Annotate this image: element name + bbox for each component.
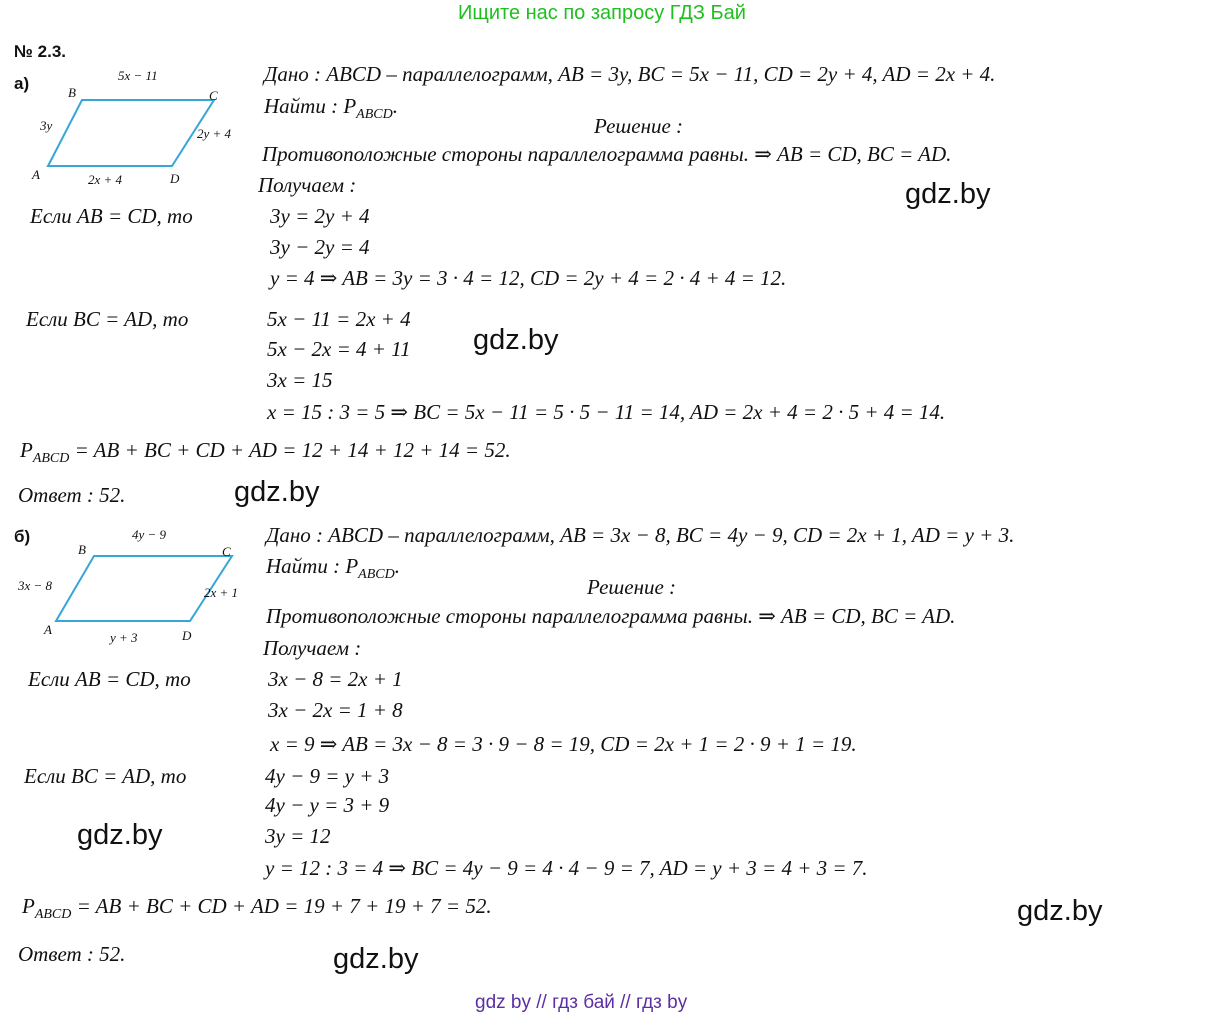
part-b-solution-title: Решение : [587, 575, 677, 599]
part-b-statement: Противоположные стороны параллелограмма равны. ⇒ AB = CD, BC = AD. [266, 604, 956, 628]
part-b-answer: Ответ : 52. [18, 942, 126, 966]
part-a-eq5: 5x − 2x = 4 + 11 [267, 337, 411, 361]
watermark: gdz.by [473, 324, 559, 356]
part-a-answer: Ответ : 52. [18, 483, 126, 507]
part-a-fig-top-label: 5x − 11 [118, 68, 158, 83]
problem-number: № 2.3. [14, 42, 67, 61]
part-b-label: б) [14, 527, 31, 546]
part-b-eq3: x = 9 ⇒ AB = 3x − 8 = 3 · 9 − 8 = 19, CD = 2x + 1 = 2 · 9 + 1 = 19. [270, 732, 857, 756]
part-b-vertex-a: A [44, 622, 52, 637]
part-a-vertex-d: D [170, 171, 180, 186]
part-b-eq2: 3x − 2x = 1 + 8 [268, 698, 403, 722]
part-b-eq7: y = 12 : 3 = 4 ⇒ BC = 4y − 9 = 4 · 4 − 9 = 7, AD = y + 3 = 4 + 3 = 7. [265, 856, 868, 880]
part-b-vertex-b: B [78, 542, 86, 557]
part-a-given: Дано : ABCD – параллелограмм, AB = 3y, BC = 5x − 11, CD = 2y + 4, AD = 2x + 4. [264, 62, 996, 86]
part-b-perimeter: $P_{ABCD}$ = AB + BC + CD + AD = 19 + 7 + 19 + 7 = 52. [22, 894, 492, 923]
part-b-eq1: 3x − 8 = 2x + 1 [268, 667, 403, 691]
part-a-eq6: 3x = 15 [267, 368, 333, 392]
part-a-fig-right-label: 2y + 4 [197, 126, 232, 141]
part-b-if2: Если BC = AD, то [24, 764, 187, 788]
part-b-fig-top-label: 4y − 9 [132, 527, 167, 542]
part-b-vertex-c: C [222, 544, 231, 559]
part-a-parallelogram-shape [48, 100, 214, 166]
watermark: gdz.by [234, 476, 320, 508]
part-b-vertex-d: D [182, 628, 192, 643]
part-b-eq4: 4y − 9 = y + 3 [265, 764, 390, 788]
part-b-find: Найти : $P_{ABCD}$. [266, 554, 400, 583]
part-a-obtain: Получаем : [258, 173, 357, 197]
part-b-fig-left-label: 3x − 8 [18, 578, 53, 593]
top-banner[interactable]: Ищите нас по запросу ГДЗ Бай [458, 2, 746, 24]
part-a-find: Найти : $P_{ABCD}$. [264, 94, 398, 123]
part-a-statement: Противоположные стороны параллелограмма равны. ⇒ AB = CD, BC = AD. [262, 142, 952, 166]
part-b-eq5: 4y − y = 3 + 9 [265, 793, 390, 817]
part-a-vertex-a: A [32, 167, 40, 182]
part-a-perimeter: $P_{ABCD}$ = AB + BC + CD + AD = 12 + 14 + 12 + 14 = 52. [20, 438, 511, 467]
watermark: gdz.by [333, 943, 419, 975]
part-b-fig-right-label: 2x + 1 [204, 585, 239, 600]
part-a-fig-left-label: 3y [40, 118, 53, 133]
part-a-eq3: y = 4 ⇒ AB = 3y = 3 · 4 = 12, CD = 2y + 4 = 2 · 4 + 4 = 12. [270, 266, 787, 290]
part-a-label: а) [14, 74, 30, 93]
part-a-eq4: 5x − 11 = 2x + 4 [267, 307, 411, 331]
watermark: gdz.by [77, 819, 163, 851]
part-a-fig-bottom-label: 2x + 4 [88, 172, 123, 187]
part-a-eq7: x = 15 : 3 = 5 ⇒ BC = 5x − 11 = 5 · 5 − 11 = 14, AD = 2x + 4 = 2 · 5 + 4 = 14. [267, 400, 946, 424]
part-a-if1: Если AB = CD, то [30, 204, 193, 228]
part-a-solution-title: Решение : [594, 114, 684, 138]
part-a-eq2: 3y − 2y = 4 [270, 235, 370, 259]
part-b-if1: Если AB = CD, то [28, 667, 191, 691]
part-b-obtain: Получаем : [263, 636, 362, 660]
part-b-given: Дано : ABCD – параллелограмм, AB = 3x − 8, BC = 4y − 9, CD = 2x + 1, AD = y + 3. [266, 523, 1015, 547]
part-a-vertex-c: C [209, 88, 218, 103]
watermark: gdz.by [905, 178, 991, 210]
part-a-if2: Если BC = AD, то [26, 307, 189, 331]
part-a-vertex-b: B [68, 85, 76, 100]
part-b-parallelogram-figure [14, 522, 254, 650]
part-a-parallelogram-figure [20, 62, 250, 190]
footer-links[interactable]: gdz by // гдз бай // гдз by [475, 992, 688, 1013]
part-b-eq6: 3y = 12 [265, 824, 331, 848]
watermark: gdz.by [1017, 895, 1103, 927]
part-a-eq1: 3y = 2y + 4 [270, 204, 370, 228]
part-b-fig-bottom-label: y + 3 [110, 630, 138, 645]
